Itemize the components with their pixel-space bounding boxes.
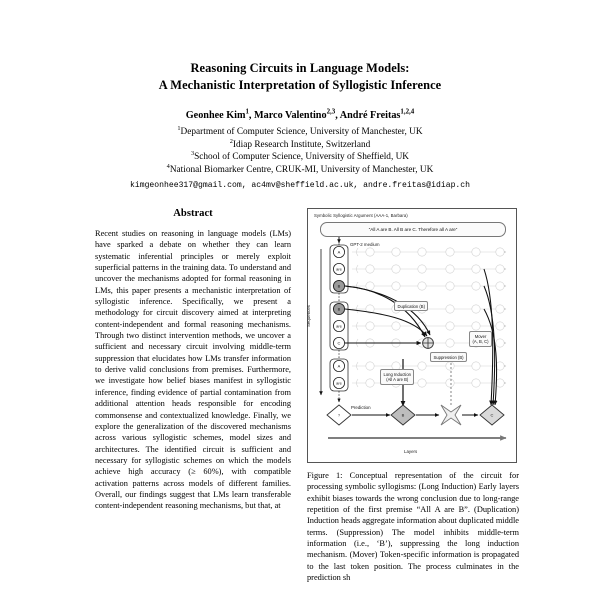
prediction-input-label: ? (337, 412, 341, 418)
author-2-affil-marker: 1,2,4 (400, 108, 415, 116)
token-C-1: C (337, 340, 341, 346)
title-line-1: Reasoning Circuits in Language Models: (190, 61, 410, 75)
figure-caption-text: Figure 1: Conceptual representation of the circuit for processing symbolic syllogisms: (Long Induction) Early layers exhibit biases towards the wrong conclusion due to long-range repetition of the first premise “All A are B”. (Duplication) Induction heads aggregate information about duplicated middle terms. (Suppression) The model inhibits middle-term information (i.e., ‘B’), suppressing the long induction mechanism. (Mover) Token-specific information is propagated to the last token position. The process culminates in the prediction sh (307, 471, 519, 583)
affiliation-marker: 2 (229, 137, 233, 145)
affiliation-text: School of Computer Science, University of Sheffield, UK (194, 152, 410, 163)
prediction-mid-label: B (401, 412, 405, 418)
syllogism-text: “All A are B. All B are C. Therefore all A are” (368, 227, 458, 232)
author-0: Geonhee Kim$^1$ (185, 108, 249, 121)
affiliation-marker: 4 (166, 162, 170, 170)
figure-1 (307, 208, 519, 583)
abstract-body (95, 228, 291, 512)
annotation-suppression (430, 352, 467, 362)
token-A-2: A (337, 363, 341, 369)
transformer-grid (352, 248, 506, 387)
author-0-affil-marker: 1 (245, 108, 249, 116)
annotation-duplication-label: Duplication (B) (397, 303, 425, 309)
title-block (60, 60, 540, 192)
author-1-affil-marker: 2,3 (326, 108, 336, 116)
figure-top-label: Symbolic Syllogistic Argument (AAA-1, Barbara) (314, 213, 408, 218)
annotation-mover (469, 331, 492, 347)
author-list: Geonhee Kim$^1$, Marco Valentino$^{2,3}$, André Freitas$^{1,2,4}$ (185, 108, 415, 121)
affiliation-text: National Biomarker Centre, CRUK-MI, University of Manchester, UK (169, 164, 434, 175)
affiliation-item (60, 126, 540, 139)
affiliation-text: Department of Computer Science, University of Manchester, UK (180, 127, 423, 137)
annotation-long-induction (380, 369, 414, 385)
token-B-2: B (337, 306, 341, 312)
right-column (307, 208, 519, 583)
author-emails: kimgeonhee317@gmail.com, ac4mv@sheffield.ac.uk, andre.freitas@idiap.ch (130, 180, 470, 190)
affiliation-marker: 3 (190, 150, 195, 158)
figure-1-image (307, 208, 517, 463)
abstract-heading: Abstract (173, 208, 213, 219)
annotation-duplication (394, 301, 428, 311)
annotation-suppression-label: Suppression (B) (433, 354, 464, 360)
prediction-output-label: C (490, 412, 494, 418)
model-label: GPT-2 medium (350, 242, 380, 247)
token-nodes (333, 246, 344, 388)
figure-1-caption (307, 470, 519, 583)
annotation-long-induction-line2: (All A are B) (386, 376, 409, 382)
token-B-1: B (337, 283, 341, 289)
annotation-mover-line1: Mover (474, 333, 487, 339)
page-title (60, 60, 540, 94)
left-column (95, 208, 291, 512)
affiliation-list (60, 126, 540, 176)
prediction-edge-label: Prediction (351, 405, 371, 410)
author-1: Marco Valentino$^{2,3}$ (254, 108, 336, 121)
x-axis-label: Layers (404, 449, 418, 454)
affiliation-marker: 1 (177, 124, 181, 132)
annotation-mover-line2: (A, B, C) (472, 338, 489, 344)
token-are-3: are (336, 380, 342, 386)
token-are-2: are (336, 323, 342, 329)
affiliation-item (60, 151, 540, 164)
merge-node (423, 338, 434, 349)
affiliation-text: Idiap Research Institute, Switzerland (232, 139, 371, 150)
affiliation-item (60, 164, 540, 177)
title-line-2: A Mechanistic Interpretation of Syllogistic Inference (158, 78, 442, 92)
y-axis-label: Sequences (306, 305, 311, 327)
abstract-paragraph: Recent studies on reasoning in language models (LMs) have sparked a debate on whether they can learn systematic inferential principles or merely exploit superficial patterns in the training data. To understand and uncover the mechanisms adopted for formal reasoning in LMs, this paper presents a mechanistic interpretation of syllogistic inference. Specifically, we present a methodology for circuit discovery aimed at interpreting content-independent and formal reasoning mechanisms. Through two distinct intervention methods, we uncover a sufficient and necessary circuit involving middle-term suppression that elucidates how LMs transfer information to derive valid conclusions from premises. Furthermore, we investigate how belief biases manifest in syllogistic inference, finding evidence of partial contamination from additional attention heads responsible for encoding commonsense and contextualized knowledge. Finally, we explore the generalization of the discovered mechanisms across various syllogistic schemes, model sizes and architectures. The identified circuit is sufficient and necessary for syllogistic schemes on which the models achieve high accuracy (≥ 60%), with compatible activation patterns across models of different families. Overall, our findings suggest that LMs learn transferable content-independent reasoning mechanisms, but that, at (95, 229, 291, 511)
token-are-1: are (336, 266, 342, 272)
token-A-1: A (337, 249, 341, 255)
suppression-gate-node (441, 405, 461, 425)
annotation-long-induction-line1: Long Induction (383, 371, 411, 377)
author-2: André Freitas$^{1,2,4}$ (339, 108, 415, 121)
affiliation-item (60, 139, 540, 152)
